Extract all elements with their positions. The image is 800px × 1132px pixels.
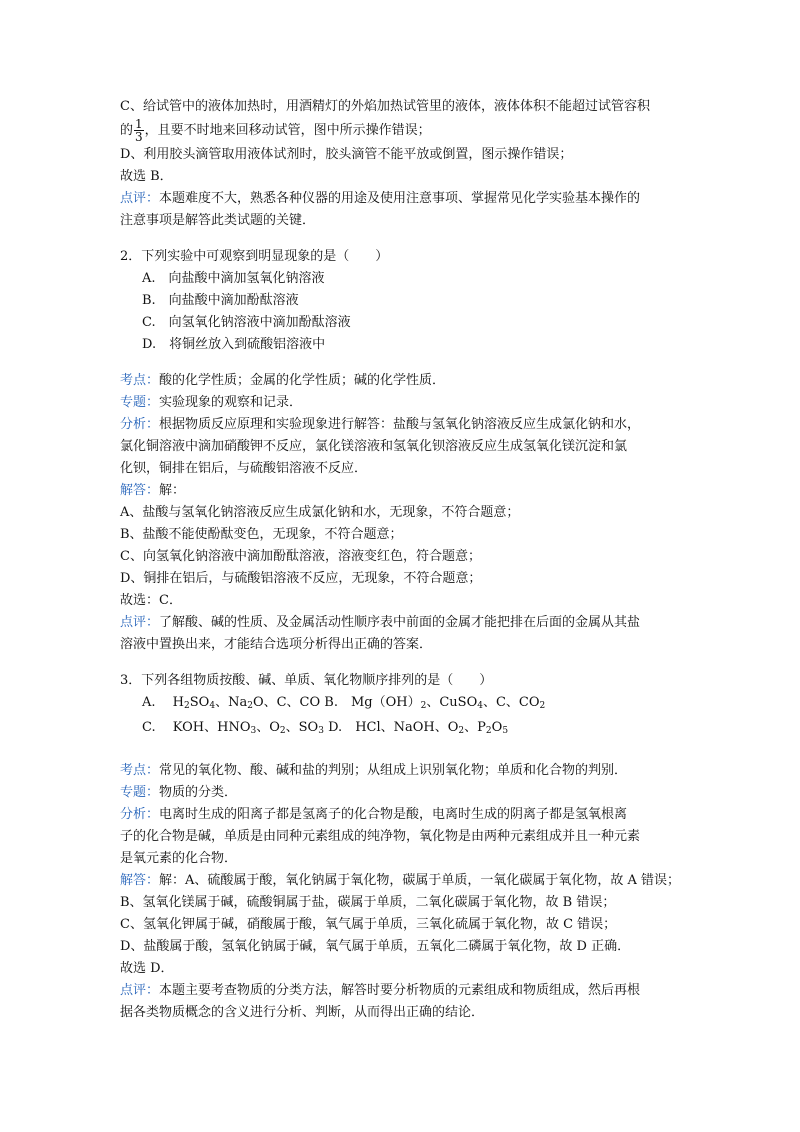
comment-text: 了解酸、碱的性质、及金属活动性顺序表中前面的金属才能把排在后面的金属从其盐	[159, 615, 641, 630]
kaodian-text: 常见的氧化物、酸、碱和盐的判别；从组成上识别氧化物；单质和化合物的判别．	[159, 763, 628, 778]
jieda-text: 解：A、硫酸属于酸，氧化钠属于氧化物，碳属于单质，一氧化碳属于氧化物，故 A 错误；	[159, 873, 681, 888]
q3-stem: 3．下列各组物质按酸、碱、单质、氧化物顺序排列的是（ ）	[120, 673, 493, 688]
q3-zhuanti	[120, 782, 680, 804]
q3-comment-line1	[120, 980, 680, 1002]
q2-fenxi-line3: 化钡，铜排在铝后，与硫酸铝溶液不反应．	[120, 461, 368, 476]
q3-option-d-label: D.	[328, 720, 343, 735]
q3-answer-d: D、盐酸属于酸，氢氧化钠属于碱，氧气属于单质，五氧化二磷属于氧化物，故 D 正确．	[120, 939, 631, 954]
fenxi-text: 根据物质反应原理和实验现象进行解答：盐酸与氢氧化钠溶液反应生成氯化钠和水，	[159, 417, 641, 432]
q3-fenxi-line1	[120, 804, 680, 826]
q2-comment-line1	[120, 612, 680, 634]
jieda-label: 解答：	[120, 873, 160, 888]
q3-option-b-label: B.	[324, 695, 338, 710]
fenxi-label: 分析：	[120, 807, 160, 822]
s1-option-c-line1: C、给试管中的液体加热时，用酒精灯的外焰加热试管里的液体，液体体积不能超过试管容积	[120, 99, 650, 114]
kaodian-label: 考点：	[120, 763, 160, 778]
jieda-text: 解：	[159, 483, 186, 498]
s1-c-suffix: ，且要不时地来回移动试管，图中所示操作错误；	[144, 123, 431, 138]
s1-option-c-line2	[120, 118, 680, 144]
q3-answer-b: B、氢氧化镁属于碱，硫酸铜属于盐，碳属于单质，二氧化碳属于氧化物，故 B 错误；	[120, 895, 616, 910]
q3-jieda-line1	[120, 870, 680, 892]
q2-option-c: C. 向氢氧化钠溶液中滴加酚酞溶液	[142, 315, 351, 330]
comment-text: 本题难度不大，熟悉各种仪器的用途及使用注意事项、掌握常见化学实验基本操作的	[159, 191, 641, 206]
q3-fenxi-line2: 子的化合物是碱，单质是由同种元素组成的纯净物，氧化物是由两种元素组成并且一种元素	[120, 829, 641, 844]
q2-comment-line2: 溶液中置换出来，才能结合选项分析得出正确的答案．	[120, 637, 433, 652]
q3-choice: 故选 D．	[120, 961, 174, 976]
q2-option-b: B. 向盐酸中滴加酚酞溶液	[142, 293, 299, 308]
q2-kaodian	[120, 370, 680, 392]
q3-option-c-label: C.	[142, 720, 156, 735]
q2-jieda	[120, 480, 680, 502]
q2-answer-c: C、向氢氧化钠溶液中滴加酚酞溶液，溶液变红色，符合题意；	[120, 549, 481, 564]
kaodian-text: 酸的化学性质；金属的化学性质；碱的化学性质．	[159, 373, 446, 388]
s1-option-d: D、利用胶头滴管取用液体试剂时，胶头滴管不能平放或倒置，图示操作错误；	[120, 147, 573, 162]
comment-label: 点评：	[120, 983, 160, 998]
fraction-numerator: 1	[135, 117, 143, 131]
zhuanti-label: 专题：	[120, 785, 160, 800]
q2-option-a: A. 向盐酸中滴加氢氧化钠溶液	[142, 271, 325, 286]
q2-answer-b: B、盐酸不能使酚酞变色，无现象，不符合题意；	[120, 527, 403, 542]
document-page	[120, 96, 680, 1024]
q3-options-row1: A. $H_2SO_4$、$Na_2O$、C、CO B. $Mg(OH)_2$、CuSO$_4$、C、$CO_2$	[142, 695, 546, 711]
fenxi-label: 分析：	[120, 417, 160, 432]
q3-answer-c: C、氢氧化钾属于碱，硝酸属于酸，氧气属于单质，三氧化硫属于氧化物，故 C 错误；	[120, 917, 617, 932]
q2-fenxi-line2: 氯化铜溶液中滴加硝酸钾不反应，氯化镁溶液和氢氧化钡溶液反应生成氢氧化镁沉淀和氯	[120, 439, 628, 454]
q2-option-d: D. 将铜丝放入到硫酸铝溶液中	[142, 337, 326, 352]
q3-fenxi-line3: 是氧元素的化合物．	[120, 851, 238, 866]
q3-option-a-label: A.	[142, 695, 156, 710]
q2-fenxi-line1	[120, 414, 680, 436]
zhuanti-text: 实验现象的观察和记录．	[159, 395, 303, 410]
jieda-label: 解答：	[120, 483, 160, 498]
q2-zhuanti	[120, 392, 680, 414]
fenxi-text: 电离时生成的阳离子都是氢离子的化合物是酸，电离时生成的阴离子都是氢氧根离	[159, 807, 628, 822]
zhuanti-text: 物质的分类．	[159, 785, 238, 800]
s1-comment-line1	[120, 188, 680, 210]
s1-comment-line2: 注意事项是解答此类试题的关键．	[120, 213, 316, 228]
q2-stem: 2．下列实验中可观察到明显现象的是（ ）	[120, 249, 389, 264]
q3-kaodian	[120, 760, 680, 782]
q2-answer-d: D、铜排在铝后，与硫酸铝溶液不反应，无现象，不符合题意；	[120, 571, 482, 586]
s1-choice: 故选 B．	[120, 169, 173, 184]
fraction-denominator: 3	[135, 130, 143, 144]
comment-label: 点评：	[120, 615, 160, 630]
fraction-one-third	[134, 118, 144, 143]
q3-options-row2: C. KOH、$HNO_3$、$O_2$、$SO_3$ D. HCl、NaOH、$O_2$、$P_2O_5$	[142, 720, 509, 736]
zhuanti-label: 专题：	[120, 395, 160, 410]
q3-comment-line2: 据各类物质概念的含义进行分析、判断，从而得出正确的结论．	[120, 1005, 485, 1020]
s1-c-prefix: 的	[120, 123, 134, 138]
kaodian-label: 考点：	[120, 373, 160, 388]
q2-choice: 故选：C．	[120, 593, 182, 608]
q2-answer-a: A、盐酸与氢氧化钠溶液反应生成氯化钠和水，无现象，不符合题意；	[120, 505, 520, 520]
comment-text: 本题主要考查物质的分类方法，解答时要分析物质的元素组成和物质组成，然后再根	[159, 983, 641, 998]
comment-label: 点评：	[120, 191, 160, 206]
